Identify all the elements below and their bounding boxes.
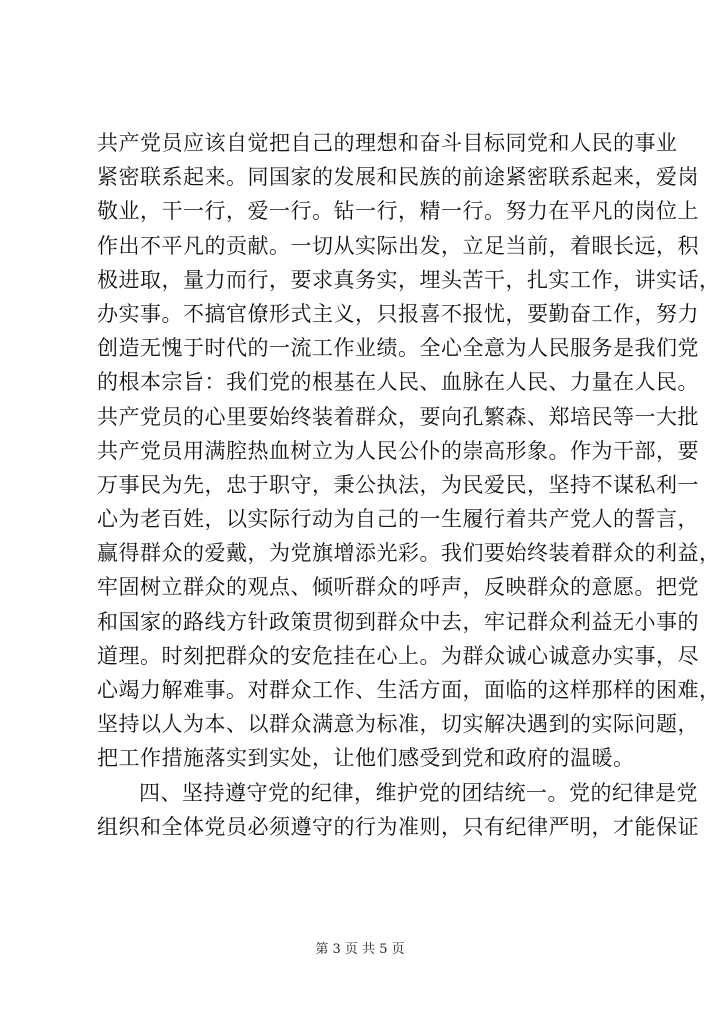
text-line: 心竭力解难事。对群众工作、生活方面，面临的这样那样的困难， — [97, 678, 720, 702]
text-line: 创造无愧于时代的一流工作业绩。全心全意为人民服务是我们党 — [97, 336, 699, 361]
text-line: 敬业，干一行，爱一行。钻一行，精一行。努力在平凡的岗位上 — [97, 199, 699, 224]
text-line: 牢固树立群众的观点、倾听群众的呼声，反映群众的意愿。把党 — [97, 575, 699, 600]
text-line: 和国家的路线方针政策贯彻到群众中去，牢记群众利益无小事的 — [97, 609, 699, 634]
text-line: 共产党员用满腔热血树立为人民公仆的崇高形象。作为干部，要 — [97, 438, 699, 463]
text-line: 坚持以人为本、以群众满意为标准，切实解决遇到的实际问题， — [97, 712, 699, 737]
text-line: 赢得群众的爱戴，为党旗增添光彩。我们要始终装着群众的利益， — [97, 541, 720, 566]
text-line: 心为老百姓，以实际行动为自己的一生履行着共产党人的誓言， — [97, 507, 699, 532]
text-line: 极进取，量力而行，要求真务实，埋头苦干，扎实工作，讲实话， — [97, 267, 720, 292]
text-line: 办实事。不搞官僚形式主义，只报喜不报忧，要勤奋工作，努力 — [97, 301, 699, 326]
paragraph-heading-line: 四、坚持遵守党的纪律，维护党的团结统一。党的纪律是党 — [139, 780, 698, 805]
text-line: 把工作措施落实到实处，让他们感受到党和政府的温暖。 — [97, 746, 635, 771]
text-line: 的根本宗旨：我们党的根基在人民、血脉在人民、力量在人民。 — [97, 370, 699, 395]
text-line: 组织和全体党员必须遵守的行为准则，只有纪律严明，才能保证 — [97, 814, 699, 839]
text-line: 万事民为先，忠于职守，秉公执法，为民爱民，坚持不谋私利一 — [97, 472, 699, 497]
text-line: 道理。时刻把群众的安危挂在心上。为群众诚心诚意办实事，尽 — [97, 643, 699, 668]
text-line: 紧密联系起来。同国家的发展和民族的前途紧密联系起来，爱岗 — [97, 165, 699, 190]
page-number-footer: 第 3 页 共 5 页 — [315, 942, 405, 957]
body-text — [97, 126, 720, 844]
text-line: 共产党员的心里要始终装着群众，要向孔繁森、郑培民等一大批 — [97, 404, 699, 429]
text-line: 作出不平凡的贡献。一切从实际出发，立足当前，着眼长远，积 — [97, 233, 699, 258]
text-line: 共产党员应该自觉把自己的理想和奋斗目标同党和人民的事业 — [97, 131, 678, 155]
